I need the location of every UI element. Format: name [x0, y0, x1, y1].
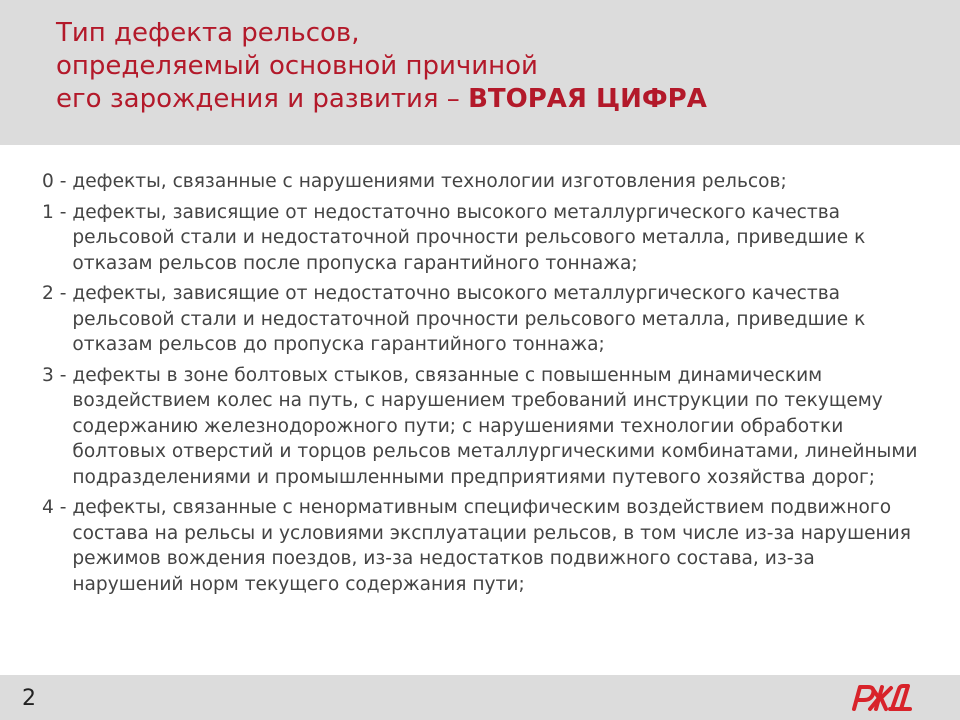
title-line-3: его зарождения и развития –: [56, 84, 469, 114]
page-number: 2: [22, 686, 36, 711]
item-number: 1 -: [42, 201, 73, 223]
item-text: дефекты, связанные с ненормативным специфическим воздействием подвижного состава на рельсы и условиями эксплуатации рельсов, в том числе из-за нарушения режимов вождения поездов, из-за недостатков подвижного состава, из-за нарушений норм текущего содержания пути;: [72, 497, 911, 595]
list-item: [42, 281, 922, 358]
item-number: 2 -: [42, 283, 73, 304]
item-number: 3 -: [42, 364, 73, 386]
list-item: [42, 200, 922, 277]
title-line-2: определяемый основной причиной: [56, 51, 538, 81]
title-line-1: Тип дефекта рельсов,: [56, 18, 360, 48]
slide-header: [0, 0, 960, 145]
item-text: дефекты, зависящие от недостаточно высокого металлургического качества рельсовой стали и недостаточной прочности рельсового металла, приведшие к отказам рельсов после пропуска гарантийного тоннажа;: [72, 201, 866, 274]
item-text: дефекты, связанные с нарушениями технологии изготовления рельсов;: [72, 171, 787, 192]
defect-type-list: [42, 169, 922, 602]
logo-letter-d: [890, 686, 910, 709]
list-item: [42, 495, 922, 597]
list-item: [42, 169, 922, 195]
item-text: дефекты в зоне болтовых стыков, связанные с повышенным динамическим воздействием колес на путь, с нарушением требований инструкции по текущему содержанию железнодорожного пути; с нарушениями технологии обработки болтовых отверстий и торцов рельсов металлургическими комбинатами, линейными подразделениями и промышленными предприятиями путевого хозяйства дорог;: [72, 364, 918, 488]
slide-footer: [0, 675, 960, 720]
item-number: 0 -: [42, 171, 73, 192]
list-item: [42, 363, 922, 491]
title-emphasis: ВТОРАЯ ЦИФРА: [468, 84, 707, 114]
slide-title: [56, 17, 916, 116]
item-number: 4 -: [42, 497, 73, 518]
rzd-logo-icon: [848, 681, 914, 713]
item-text: дефекты, зависящие от недостаточно высокого металлургического качества рельсовой стали и недостаточной прочности рельсового металла, приведшие к отказам рельсов до пропуска гарантийного тоннажа;: [72, 283, 866, 355]
